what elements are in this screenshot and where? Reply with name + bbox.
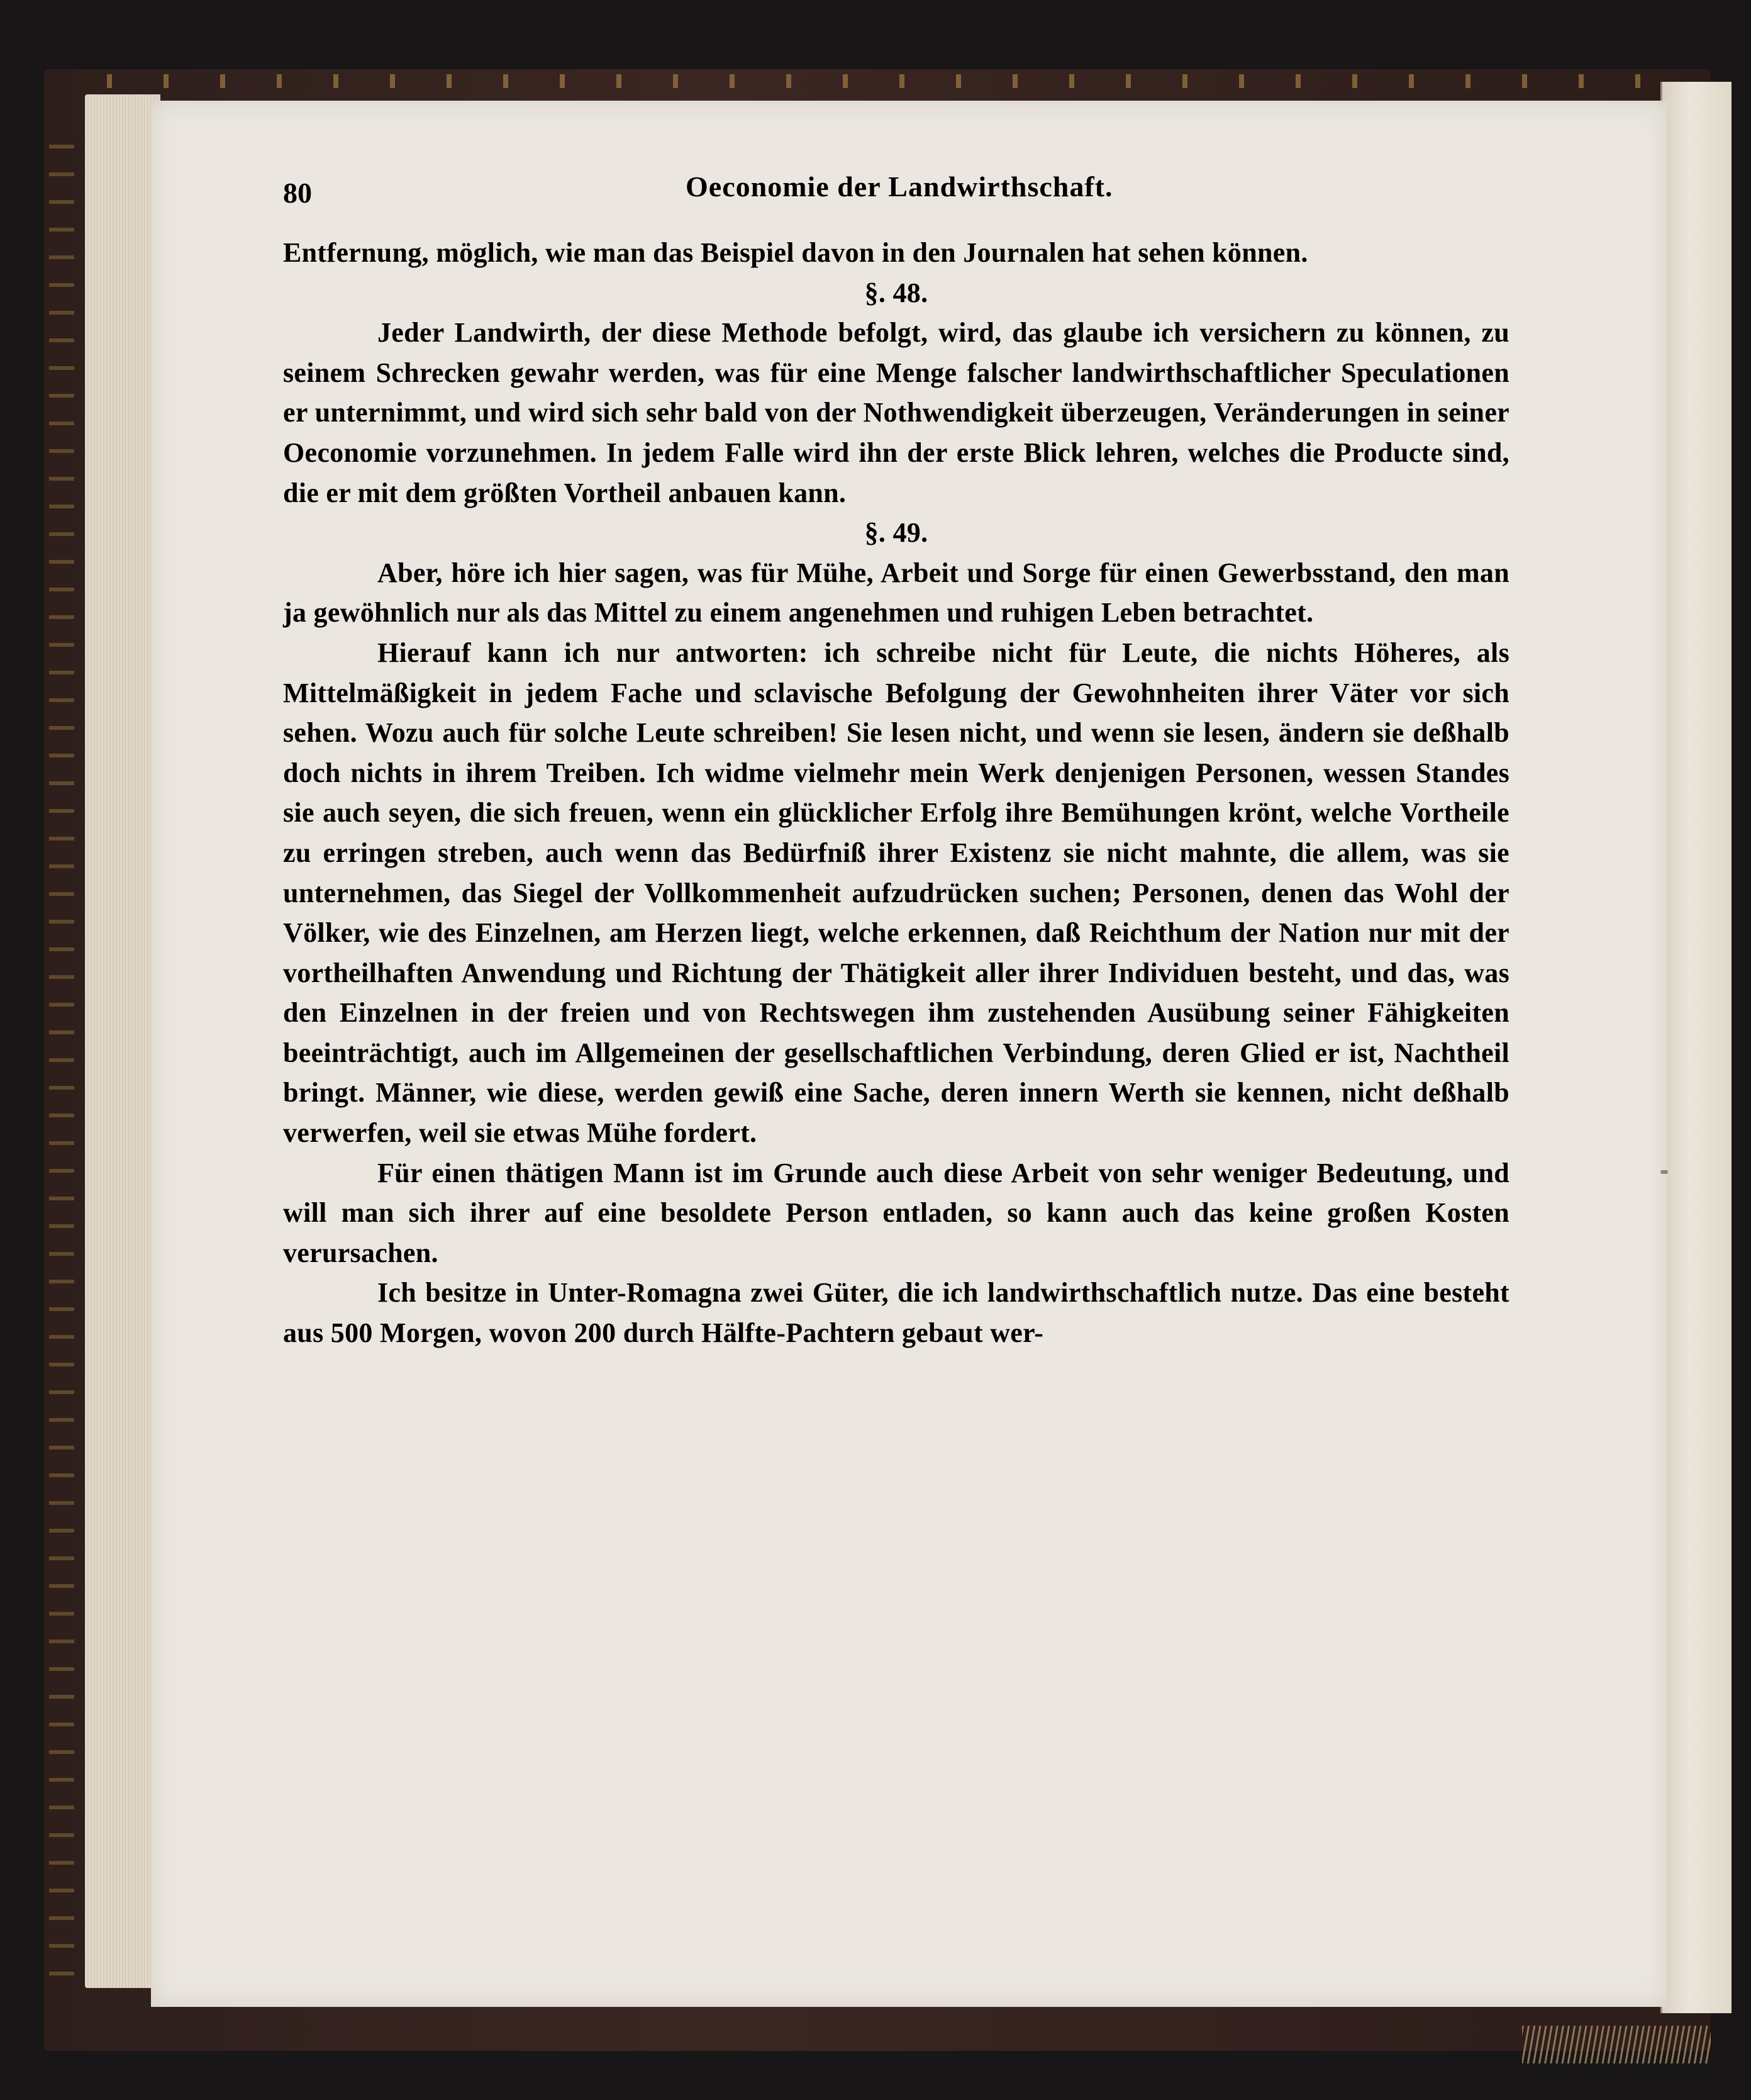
section-heading-48: §. 48. (864, 277, 928, 308)
paragraph: Jeder Landwirth, der diese Methode befolgt, wird, das glaube ich versichern zu können, zu seinem Schrecken gewahr werden, was für eine Menge falscher landwirthschaftlicher Speculationen er unternimmt, und wird sich sehr bald von der Nothwendigkeit überzeugen, Veränderungen in seiner Oeconomie vorzunehmen. In jedem Falle wird ihn der erste Blick lehren, welches die Producte sind, die er mit dem größten Vortheil anbauen kann. (283, 317, 1509, 508)
paragraph: Für einen thätigen Mann ist im Grunde auch diese Arbeit von sehr weniger Bedeutung, und will man sich ihrer auf eine besoldete Person entladen, so kann auch das keine großen Kosten verursachen. (283, 1157, 1509, 1268)
gilt-top-ornament (107, 74, 1692, 88)
paragraph: Aber, höre ich hier sagen, was für Mühe, Arbeit und Sorge für einen Gewerbsstand, den man ja gewöhnlich nur als das Mittel zu einem angenehmen und ruhigen Leben betrachtet. (283, 557, 1509, 628)
continuation-text: Entfernung, möglich, wie man das Beispiel davon in den Journalen hat sehen können. (283, 237, 1308, 268)
page-blemish (1660, 1170, 1668, 1174)
page-body (283, 233, 1509, 1353)
facing-page-edge (1660, 82, 1732, 2013)
page-block-edges (85, 94, 160, 1988)
paragraph: Hierauf kann ich nur antworten: ich schreibe nicht für Leute, die nichts Höheres, als Mittelmäßigkeit in jedem Fache und sclavische Befolgung der Gewohnheiten ihrer Väter vor sich sehen. Wozu auch für solche Leute schreiben! Sie lesen nicht, und wenn sie lesen, ändern sie deßhalb doch nichts in ihrem Treiben. Ich widme vielmehr mein Werk denjenigen Personen, wessen Standes sie auch seyen, die sich freuen, wenn ein glücklicher Erfolg ihre Bemühungen krönt, welche Vortheile zu erringen streben, auch wenn das Bedürfniß ihrer Existenz sie nicht mahnte, die allem, was sie unternehmen, das Siegel der Vollkommenheit aufzudrücken suchen; Personen, denen das Wohl der Völker, wie des Einzelnen, am Herzen liegt, welche erkennen, daß Reichthum der Nation nur mit der vortheilhaften Anwendung und Richtung der Thätigkeit aller ihrer Individuen besteht, und das, was den Einzelnen in der freien und von Rechtswegen ihm zustehenden Ausübung seiner Fähigkeiten beeinträchtigt, auch im Allgemeinen der gesellschaftlichen Verbindung, deren Glied er ist, Nachtheil bringt. Männer, wie diese, werden gewiß eine Sache, deren innern Werth sie kennen, nicht deßhalb verwerfen, weil sie etwas Mühe fordert. (283, 637, 1509, 1149)
page-number: 80 (283, 177, 312, 209)
running-title: Oeconomie der Landwirthschaft. (686, 170, 1113, 203)
page-header (283, 170, 1509, 220)
bookmark-tassel (1522, 2026, 1711, 2064)
gilt-spine-ornament (49, 145, 74, 1982)
paragraph: Ich besitze in Unter-Romagna zwei Güter, die ich landwirthschaftlich nutze. Das eine besteht aus 500 Morgen, wovon 200 durch Hälfte-Pachtern gebaut wer- (283, 1277, 1509, 1349)
section-heading-49: §. 49. (864, 517, 928, 549)
